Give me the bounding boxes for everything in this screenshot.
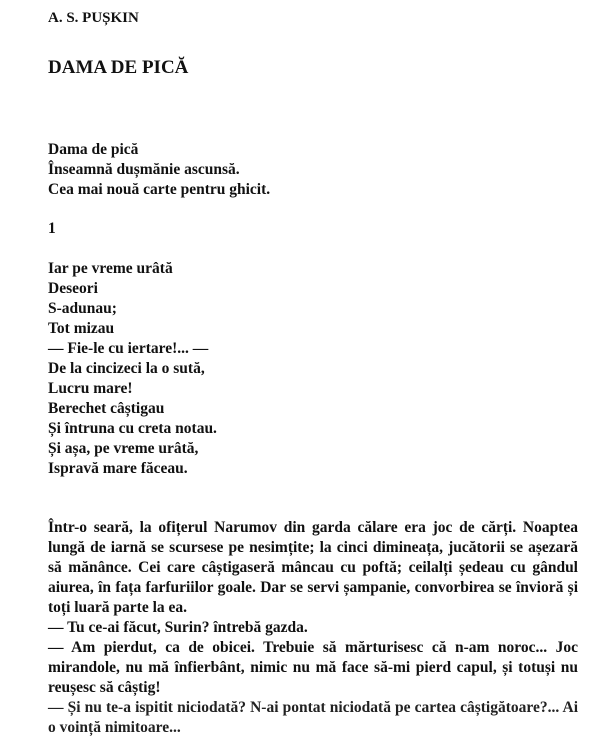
verse-line: Iar pe vreme urâtă (48, 260, 173, 277)
prose-text (48, 518, 578, 738)
dialog-paragraph: — Am pierdut, ca de obicei. Trebuie să mărturisesc că n-am noroc... Joc mirandole, nu mă înfierbânt, nimic nu mă face să-mi pierd capul, și totuși nu reușesc să câștig! (48, 639, 578, 696)
verse-line: Și întruna cu creta notau. (48, 420, 217, 437)
dialog-paragraph: — Tu ce-ai făcut, Surin? întrebă gazda. (48, 619, 308, 636)
verse (48, 259, 217, 479)
epigraph (48, 140, 270, 200)
verse-line: Ispravă mare făceau. (48, 460, 188, 477)
dialog-paragraph: — Și nu te-a ispitit niciodată? N-ai pontat niciodată pe cartea câștigătoare?... Ai o voință nimitoare... (48, 699, 578, 736)
verse-line: Tot mizau (48, 320, 115, 337)
epigraph-line: Dama de pică (48, 141, 139, 158)
verse-line: S-adunau; (48, 300, 117, 317)
story-title: DAMA DE PICĂ (48, 57, 189, 78)
verse-line: Lucru mare! (48, 380, 133, 397)
chapter-number: 1 (48, 220, 56, 237)
epigraph-line: Cea mai nouă carte pentru ghicit. (48, 181, 271, 198)
verse-line: — Fie-le cu iertare!... — (48, 340, 209, 357)
verse-line: Berechet câștigau (48, 400, 165, 417)
verse-line: De la cincizeci la o sută, (48, 360, 205, 377)
verse-line: Și așa, pe vreme urâtă, (48, 440, 199, 457)
prose-paragraph: Într-o seară, la ofițerul Narumov din garda călare era joc de cărți. Noaptea lungă de iarnă se scursese pe nesimțite; la cinci dimineața, jucătorii se așezară să mănânce. Cei care câștigaseră mâncau cu poftă; ceilalți ședeau cu gândul aiurea, în fața farfuriilor goale. Dar se servi șampanie, convorbirea se învioră și toți luară parte la ea. (48, 519, 578, 616)
author-name: A. S. PUȘKIN (48, 10, 139, 26)
verse-line: Deseori (48, 280, 98, 297)
epigraph-line: Înseamnă dușmănie ascunsă. (48, 161, 240, 178)
